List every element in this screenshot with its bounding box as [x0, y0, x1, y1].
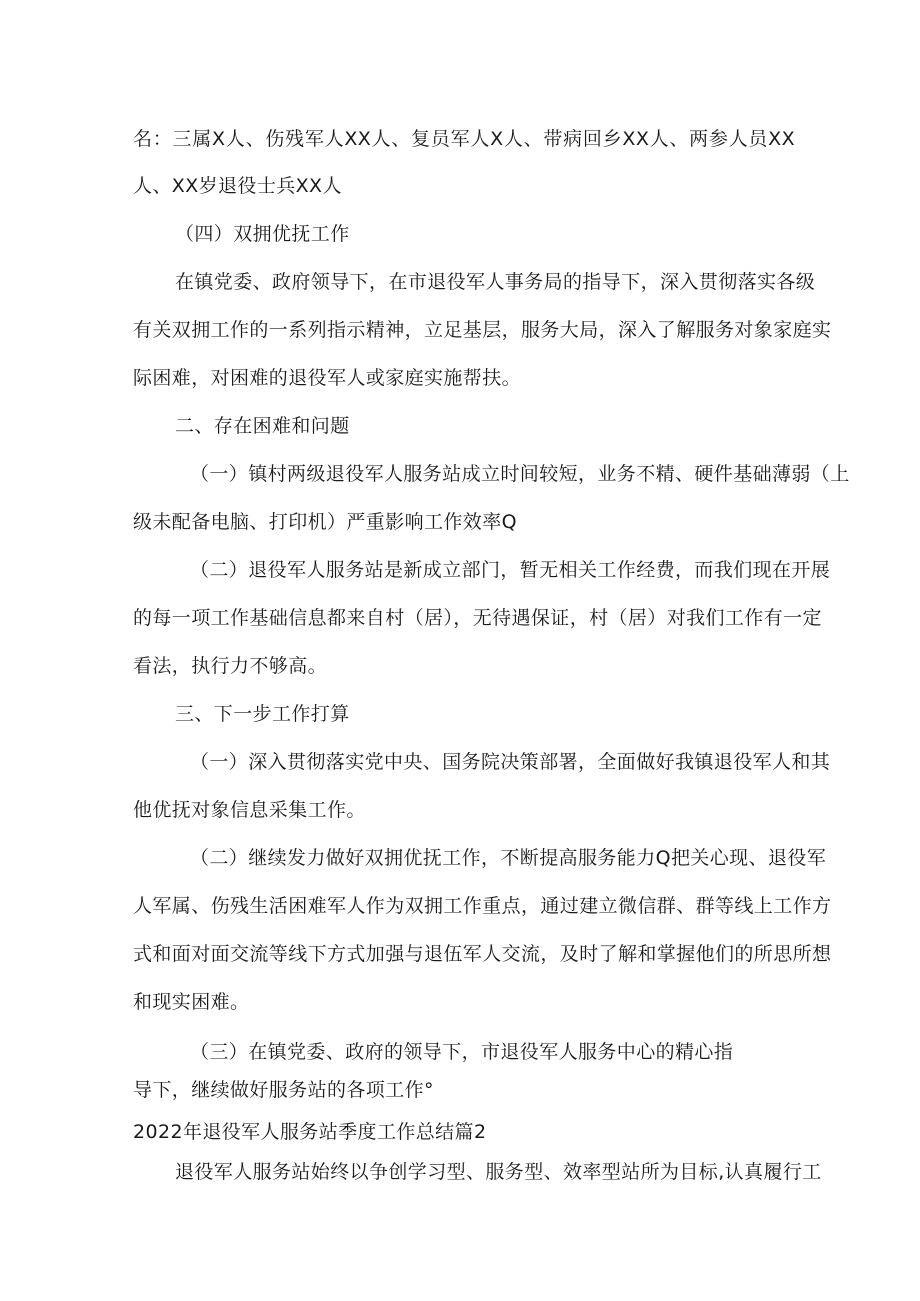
text-line-9: 级未配备电脑、打印机）严重影响工作效率Q: [133, 511, 517, 533]
text-line-21: 导下，继续做好服务站的各项工作°: [133, 1079, 434, 1101]
text-line-19: 和现实困难。: [133, 991, 250, 1013]
text-line-15: 他优抚对象信息采集工作。: [133, 799, 366, 821]
text-line-12: 看法，执行力不够高。: [133, 655, 328, 677]
text-line-11: 的每一项工作基础信息都来自村（居），无待遇保证，村（居）对我们工作有一定: [133, 607, 822, 629]
article-title-part-2: 2022年退役军人服务站季度工作总结篇2: [133, 1121, 487, 1143]
text-line-4: 在镇党委、政府领导下，在市退役军人事务局的指导下，深入贯彻落实各级: [175, 271, 816, 293]
text-line-5: 有关双拥工作的一系列指示精神，立足基层，服务大局，深入了解服务对象家庭实: [133, 319, 832, 341]
text-line-2: 人、XX岁退役士兵XX人: [133, 175, 342, 197]
text-line-18: 式和面对面交流等线下方式加强与退伍军人交流，及时了解和掌握他们的所思所想: [133, 943, 832, 965]
text-line-1: 名：三属X人、伤残军人XX人、复员军人X人、带病回乡XX人、两参人员XX: [133, 128, 795, 150]
text-line-10: （二）退役军人服务站是新成立部门，暂无相关工作经费，而我们现在开展: [190, 559, 831, 581]
text-line-14: （一）深入贯彻落实党中央、国务院决策部署，全面做好我镇退役军人和其: [190, 751, 831, 773]
section-heading-problems: 二、存在困难和问题: [175, 415, 350, 437]
text-line-8: （一）镇村两级退役军人服务站成立时间较短，业务不精、硬件基础薄弱（上: [190, 463, 850, 485]
text-line-6: 际困难，对困难的退役军人或家庭实施帮扶。: [133, 367, 522, 389]
section-heading-4: （四）双拥优抚工作: [175, 223, 350, 245]
text-line-17: 人军属、伤残生活困难军人作为双拥工作重点，通过建立微信群、群等线上工作方: [133, 895, 832, 917]
text-line-16: （二）继续发力做好双拥优抚工作，不断提高服务能力Q把关心现、退役军: [190, 847, 827, 869]
text-line-20: （三）在镇党委、政府的领导下，市退役军人服务中心的精心指: [190, 1041, 734, 1063]
section-heading-next-steps: 三、下一步工作打算: [175, 703, 350, 725]
text-line-23: 退役军人服务站始终以争创学习型、服务型、效率型站所为目标,认真履行工: [175, 1161, 822, 1183]
